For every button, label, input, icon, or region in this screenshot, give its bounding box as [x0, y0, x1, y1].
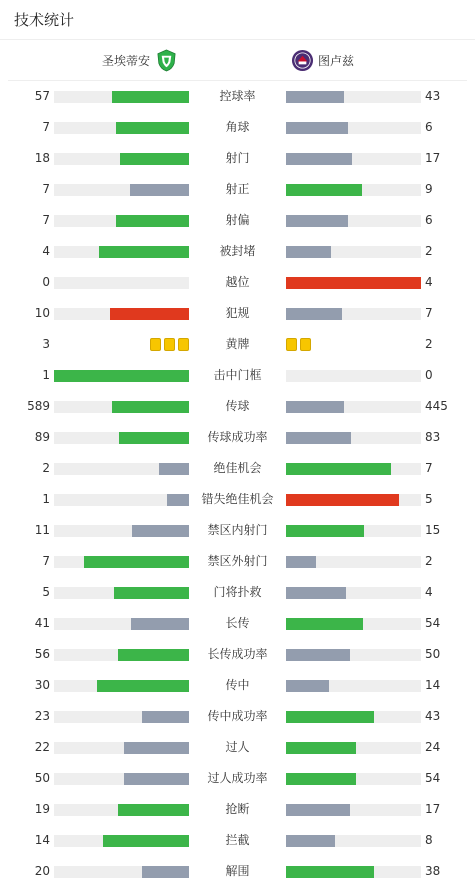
home-stat-bar-track: [54, 804, 189, 816]
away-stat-bar: [286, 277, 421, 289]
stat-label: 传球成功率: [207, 430, 268, 444]
stat-row: [0, 763, 475, 794]
home-stat-bar: [84, 556, 189, 568]
home-stat-bar-track: [54, 432, 189, 444]
home-stat-bar: [112, 91, 189, 103]
home-stat-bar-track: [54, 649, 189, 661]
stat-row: [0, 267, 475, 298]
away-stat-value: 2: [425, 244, 433, 258]
stat-label: 击中门框: [213, 368, 262, 382]
away-stat-value: 9: [425, 182, 433, 196]
away-stat-bar-track: [286, 122, 421, 134]
home-stat-bar: [142, 711, 189, 723]
away-team[interactable]: [291, 40, 354, 80]
away-stat-bar-track: [286, 401, 421, 413]
away-stat-bar: [286, 184, 362, 196]
away-stat-value: 7: [425, 461, 433, 475]
stat-label: 传中成功率: [207, 709, 268, 723]
home-stat-value: 7: [42, 120, 50, 134]
home-stat-bar-track: [54, 680, 189, 692]
stat-label: 角球: [225, 120, 250, 134]
stat-row: [0, 825, 475, 856]
stat-label: 错失绝佳机会: [201, 492, 274, 506]
home-stat-value: 7: [42, 182, 50, 196]
away-stat-value: 6: [425, 120, 433, 134]
away-stat-value: 0: [425, 368, 433, 382]
home-stat-bar: [124, 773, 189, 785]
toulouse-crest-icon: [291, 49, 314, 72]
home-stat-bar: [54, 370, 189, 382]
home-stat-value: 14: [34, 833, 50, 847]
stat-label: 过人成功率: [207, 771, 268, 785]
away-stat-bar-track: [286, 680, 421, 692]
home-stat-bar-track: [54, 246, 189, 258]
home-stat-bar: [112, 401, 189, 413]
away-stat-value: 5: [425, 492, 433, 506]
away-yellow-cards: [286, 338, 311, 351]
home-stat-bar: [131, 618, 189, 630]
stat-row: [0, 329, 475, 360]
home-stat-bar-track: [54, 525, 189, 537]
home-stat-bar-track: [54, 618, 189, 630]
home-stat-bar: [167, 494, 190, 506]
away-stat-bar-track: [286, 556, 421, 568]
stat-label: 禁区内射门: [207, 523, 268, 537]
home-stat-value: 18: [34, 151, 50, 165]
stat-row: [0, 143, 475, 174]
page-header: [0, 0, 475, 40]
stat-row: [0, 732, 475, 763]
away-stat-bar-track: [286, 463, 421, 475]
home-stat-value: 22: [34, 740, 50, 754]
home-stat-bar: [114, 587, 189, 599]
away-stat-bar: [286, 866, 374, 878]
away-stat-bar: [286, 401, 344, 413]
home-stat-bar-track: [54, 277, 189, 289]
home-stat-bar-track: [54, 866, 189, 878]
home-stat-bar: [97, 680, 189, 692]
away-stat-value: 38: [425, 864, 441, 878]
stat-row: [0, 360, 475, 391]
stat-row: [0, 205, 475, 236]
home-stat-value: 20: [34, 864, 50, 878]
home-stat-value: 4: [42, 244, 50, 258]
home-stat-value: 7: [42, 213, 50, 227]
home-stat-value: 1: [42, 368, 50, 382]
home-stat-bar-track: [54, 711, 189, 723]
stat-row: [0, 515, 475, 546]
stat-label: 黄牌: [225, 337, 250, 351]
away-stat-value: 50: [425, 647, 441, 661]
stat-label: 长传成功率: [207, 647, 268, 661]
away-stat-bar: [286, 680, 329, 692]
stat-label: 射门: [225, 151, 250, 165]
stat-row: [0, 639, 475, 670]
away-stat-bar: [286, 711, 374, 723]
away-stat-bar: [286, 215, 348, 227]
stat-label: 越位: [225, 275, 250, 289]
away-stat-bar-track: [286, 742, 421, 754]
home-stat-value: 30: [34, 678, 50, 692]
away-stat-bar: [286, 804, 350, 816]
stat-label: 传中: [225, 678, 250, 692]
yellow-card-icon: [150, 338, 161, 351]
home-stat-bar: [110, 308, 189, 320]
away-stat-bar-track: [286, 711, 421, 723]
home-stat-bar: [118, 804, 189, 816]
home-stat-bar: [142, 866, 189, 878]
home-stat-bar-track: [54, 184, 189, 196]
away-stat-bar: [286, 308, 342, 320]
away-stat-bar: [286, 91, 344, 103]
away-stat-value: 24: [425, 740, 441, 754]
stat-label: 传球: [225, 399, 250, 413]
home-stat-bar-track: [54, 494, 189, 506]
home-stat-bar-track: [54, 153, 189, 165]
home-team-name: 圣埃蒂安: [101, 53, 150, 68]
home-stat-value: 10: [34, 306, 50, 320]
away-stat-bar-track: [286, 587, 421, 599]
away-stat-bar: [286, 463, 391, 475]
away-stat-value: 54: [425, 616, 441, 630]
home-stat-bar-track: [54, 122, 189, 134]
home-stat-bar: [120, 153, 189, 165]
home-stat-bar-track: [54, 215, 189, 227]
away-stat-value: 15: [425, 523, 441, 537]
home-stat-value: 89: [34, 430, 50, 444]
away-stat-bar: [286, 587, 346, 599]
away-stat-value: 2: [425, 337, 433, 351]
home-stat-bar: [132, 525, 189, 537]
away-stat-bar-track: [286, 370, 421, 382]
home-stat-value: 50: [34, 771, 50, 785]
away-stat-bar: [286, 432, 351, 444]
home-stat-bar-track: [54, 773, 189, 785]
away-stat-value: 4: [425, 275, 433, 289]
home-stat-bar: [118, 649, 189, 661]
stat-label: 拦截: [225, 833, 250, 847]
away-stat-bar-track: [286, 618, 421, 630]
away-stat-value: 8: [425, 833, 433, 847]
away-stat-bar-track: [286, 91, 421, 103]
away-stat-bar-track: [286, 277, 421, 289]
away-stat-bar: [286, 122, 348, 134]
away-stat-value: 83: [425, 430, 441, 444]
away-stat-bar-track: [286, 804, 421, 816]
away-stat-bar: [286, 649, 350, 661]
away-stat-bar: [286, 525, 364, 537]
away-stat-value: 43: [425, 89, 441, 103]
stat-row: [0, 112, 475, 143]
home-stat-bar: [116, 122, 189, 134]
home-stat-bar-track: [54, 742, 189, 754]
away-stat-value: 445: [425, 399, 448, 413]
page-title: 技术统计: [14, 11, 75, 29]
away-stat-bar-track: [286, 432, 421, 444]
home-stat-bar: [103, 835, 189, 847]
stat-row: [0, 546, 475, 577]
home-stat-bar: [124, 742, 189, 754]
home-stat-value: 3: [42, 337, 50, 351]
stat-label: 射偏: [225, 213, 250, 227]
stat-label: 绝佳机会: [213, 461, 262, 475]
home-stat-value: 41: [34, 616, 50, 630]
stat-row: [0, 701, 475, 732]
home-stat-bar: [130, 184, 189, 196]
saint-etienne-crest-icon: [155, 49, 178, 72]
away-stat-value: 6: [425, 213, 433, 227]
stat-label: 禁区外射门: [207, 554, 268, 568]
home-stat-value: 11: [34, 523, 50, 537]
away-stat-bar: [286, 556, 316, 568]
away-stat-bar: [286, 773, 356, 785]
away-stat-bar: [286, 153, 352, 165]
home-stat-bar-track: [54, 835, 189, 847]
stat-label: 长传: [225, 616, 250, 630]
away-stat-value: 2: [425, 554, 433, 568]
yellow-card-icon: [286, 338, 297, 351]
home-stat-value: 7: [42, 554, 50, 568]
home-stat-bar-track: [54, 401, 189, 413]
stat-label: 解围: [225, 864, 250, 878]
home-stat-value: 2: [42, 461, 50, 475]
stat-row: [0, 81, 475, 112]
away-stat-bar: [286, 618, 363, 630]
home-stat-value: 19: [34, 802, 50, 816]
stat-row: [0, 577, 475, 608]
home-stat-bar: [99, 246, 189, 258]
stat-label: 控球率: [219, 89, 256, 103]
away-stat-value: 7: [425, 306, 433, 320]
home-stat-value: 0: [42, 275, 50, 289]
stat-row: [0, 174, 475, 205]
home-stat-value: 56: [34, 647, 50, 661]
away-team-name: 图卢兹: [318, 53, 355, 68]
away-stat-value: 54: [425, 771, 441, 785]
stat-row: [0, 391, 475, 422]
stat-row: [0, 236, 475, 267]
home-stat-bar: [116, 215, 189, 227]
away-stat-bar-track: [286, 649, 421, 661]
stat-label: 犯规: [225, 306, 250, 320]
stat-label: 被封堵: [219, 244, 256, 258]
away-stat-value: 43: [425, 709, 441, 723]
away-stat-bar-track: [286, 494, 421, 506]
home-stat-bar: [159, 463, 189, 475]
home-stat-bar-track: [54, 587, 189, 599]
stat-row: [0, 670, 475, 701]
home-stat-value: 589: [27, 399, 50, 413]
stat-row: [0, 484, 475, 515]
home-team[interactable]: [102, 40, 178, 80]
away-stat-value: 17: [425, 802, 441, 816]
yellow-card-icon: [178, 338, 189, 351]
home-stat-value: 1: [42, 492, 50, 506]
away-stat-value: 14: [425, 678, 441, 692]
away-stat-bar-track: [286, 835, 421, 847]
home-stat-value: 57: [34, 89, 50, 103]
away-stat-value: 4: [425, 585, 433, 599]
away-stat-bar-track: [286, 866, 421, 878]
away-stat-bar-track: [286, 525, 421, 537]
stat-label: 门将扑救: [213, 585, 262, 599]
home-stat-value: 5: [42, 585, 50, 599]
away-stat-bar-track: [286, 184, 421, 196]
teams-row: [8, 40, 467, 81]
away-stat-bar-track: [286, 773, 421, 785]
away-stat-bar-track: [286, 215, 421, 227]
away-stat-bar: [286, 494, 399, 506]
stat-row: [0, 856, 475, 887]
away-stat-bar: [286, 246, 331, 258]
home-stat-bar-track: [54, 308, 189, 320]
stat-row: [0, 794, 475, 825]
stat-row: [0, 608, 475, 639]
home-stat-bar: [119, 432, 189, 444]
away-stat-bar: [286, 742, 356, 754]
stat-label: 射正: [225, 182, 250, 196]
away-stat-bar-track: [286, 308, 421, 320]
away-stat-bar: [286, 835, 335, 847]
stat-label: 过人: [225, 740, 250, 754]
home-yellow-cards: [150, 338, 189, 351]
stat-row: [0, 453, 475, 484]
away-stat-bar-track: [286, 153, 421, 165]
home-stat-value: 23: [34, 709, 50, 723]
away-stat-value: 17: [425, 151, 441, 165]
yellow-card-icon: [300, 338, 311, 351]
home-stat-bar-track: [54, 556, 189, 568]
home-stat-bar-track: [54, 91, 189, 103]
yellow-card-icon: [164, 338, 175, 351]
stat-label: 抢断: [225, 802, 250, 816]
home-stat-bar-track: [54, 370, 189, 382]
home-stat-bar-track: [54, 463, 189, 475]
stat-row: [0, 298, 475, 329]
away-stat-bar-track: [286, 246, 421, 258]
stat-row: [0, 422, 475, 453]
